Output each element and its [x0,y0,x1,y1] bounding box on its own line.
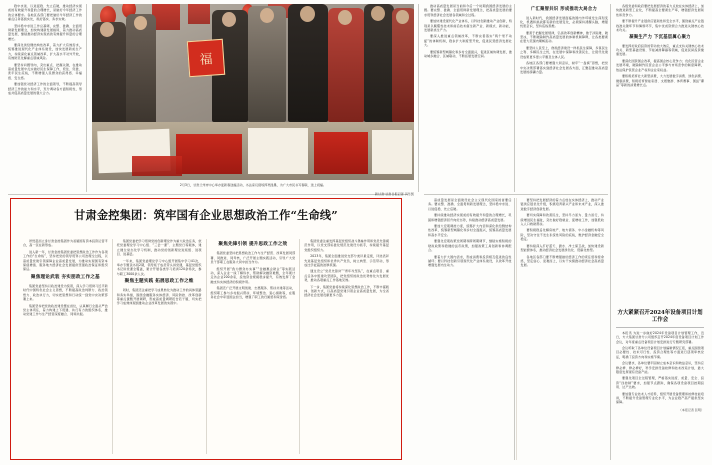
paragraph: 要坚持把发展经济的着力点放在实体经济上，推动产业链供应链优化升级，积极培育新兴产业和未来产业，深入推进数字经济创新发展。 [520,198,604,211]
paragraph: 集团党委把学习贯彻党的创新理论作为重大政治任务，依托党委理论学习中心组、“三会一课”、主题党日等载体，建立健全常态化学习机制，推动党的创新理论进班组、进项目、进基层。 [116,239,202,257]
paragraph: 要统筹新型城镇化和乡村全面振兴，促进区域协调发展，推动城乡融合、区域联动，不断拓展发展空间。 [424,49,512,58]
right-middle-column-1 [424,198,516,460]
paragraph: 集团坚持把党的政治建设摆在首位，认真履行全面从严治党主体责任，着力构建上下贯通、执行有力的组织体系，推动党建工作与生产经营深度融合、同频共振。 [23,303,108,317]
paragraph: 要积极培育壮大新型消费，大力发展数字消费、绿色消费、健康消费，积极培育智能家居、文娱旅游、体育赛事、国货“潮品”等新的消费增长点。 [616,74,704,87]
paragraph: 要加强党对经济工作的全面领导，不断提高领导经济工作的能力和水平，充分调动各方面积极性，形成共促高质量发展的强大合力。 [8,82,82,95]
paragraph: 要不断提升产业链供应链韧性和安全水平，围绕重点产业链找准关键环节和薄弱环节，集中优质资源合力推进关键核心技术攻关。 [616,19,704,32]
article-subheadline: 聚焦先锋引领 提升思政工作之效 [218,242,288,247]
paragraph: 会议听取了各单位设备项目计划编制情况汇报，重点围绕项目必要性、技术可行性、投资合理性等方面进行逐项审核论证，明确了投资方向和实施节奏。 [616,346,704,359]
paragraph: 集团党委坚持以政治建设为统领，深入学习贯彻习近平新时代中国特色社会主义思想，不断提高政治判断力、政治领悟力、政治执行力，切实把思想和行动统一到党中央决策部署上来。 [23,284,108,302]
paragraph: 各地区各部门要不断增强做好经济工作的责任感和使命感，坚定信心、迎难而上，以实干实绩推动经济社会高质量发展。 [520,254,604,268]
paragraph: 进入新时代，我国经济发展面临的国内外环境发生深刻变化，机遇和挑战都有新的发展变化，必须保持清醒头脑，增强忧患意识，坚持底线思维。 [520,15,608,29]
paragraph: 要着力扩大国内需求，形成消费和投资相互促进的良性循环；要以科技创新引领现代化产业体系建设，以改革开放增强发展内生动力。 [428,254,512,268]
featured-article-box [10,198,402,460]
paragraph: 要深化国资国企改革，提高国企核心竞争力；优化民营企业发展环境，破除制约民营企业公平参与市场竞争的制度障碍，依法保护民营企业产权和企业家权益。 [616,58,704,72]
paragraph: 进入新一年，甘肃金控集团党委把思想政治工作作为各项工作的“生命线”，坚持把党的领导贯穿公司治理全过程，以高质量党建引领保障企业高质量发展，为推动实现国有资本保值增值、服务地方经济社会发展提供坚强政治保证和组织保证。 [23,249,108,272]
article-column-3 [206,239,300,454]
article-column-4 [299,239,393,454]
paragraph: 要持续深入打好蓝天、碧水、净土保卫战，加快建设新型能源体系，推动经济社会发展绿色化、低碳化转型。 [520,243,604,252]
paragraph: 坚持稳中求进工作总基调，完整、准确、全面贯彻新发展理念，加快构建新发展格局，着力推动高质量发展，继续推动经济实现质的有效提升和量的合理增长。 [8,23,82,41]
news-photo [92,4,414,180]
paragraph: 下一步，集团党委将持续深化思想政治工作，不断丰富载体、创新方式，以高质量党建引领企业高质量发展，为全省经济社会发展贡献更多力量。 [304,284,389,298]
paragraph: 2023年，集团全面推进党支部分类评星定级，评选表彰先进基层党组织和优秀共产党员，树立典型、示范带动，形成比学赶超的浓厚氛围。 [304,254,389,267]
paragraph: 要发挥好政府投资的带动放大效应，重点支持关键核心技术攻关、新型基础设施、节能减排降碳等领域，促进民间投资健康发展。 [616,43,704,57]
bottom-right-article [616,310,704,460]
paragraph: 同时，集团还注重把学习成果转化为推动工作的具体思路和务实举措，围绕金融服务实体经济、风险防控、改革创新等重点课题开展调研，形成高质量调研报告若干篇，切实把学习成效体现到推动企业改革发展的实践中。 [116,288,202,306]
photo-credit: 新甘肃·甘肃日报记者 冯乐凯 [374,192,414,196]
paragraph: 要深入推进重点领域改革，不断完善落实“两个毫不动摇”的体制机制，稳步扩大制度型开放，促进民营经济发展壮大。 [424,34,512,48]
paragraph: 集团党委坚持把思想政治工作与生产经营、改革发展同部署、同推进、同考核，广泛开展主题实践活动，引导广大党员干部职工在服务大局中担当作为。 [210,251,296,265]
paragraph: 昂然起而立身甘肃金控集团作为省属国有资本投资运营平台，高一张在新形成。 [23,239,108,248]
paragraph: 要强化宏观政策逆周期和跨周期调节，继续实施积极的财政政策和稳健的货币政策，加强政策工具创新和协调配合。 [428,239,512,252]
right-column-3 [616,4,704,190]
subheadline: 广汇聚智共识 形成推动大局合力 [530,7,598,12]
paragraph: 要坚持问题导向，突出重点、把握关键，在推动高质量发展中扎实做好民生保障工作，兜住、兜准、兜牢民生底线，不断增强人民群众的获得感、幸福感、安全感。 [8,62,82,80]
fu-character: 福 [199,52,214,68]
article-subheadline: 聚焦主题实践 拓展思政工作之维 [124,278,194,284]
right-column-1 [424,4,512,190]
paragraph: 要积极稳妥化解房地产、地方债务、中小金融机构等风险，坚决守住不发生系统性风险的底线，维护经济金融安全稳定。 [520,228,604,242]
paragraph: 一年来，集团党委理论学习中心组开展集中学习41次，举办专题读书班2期，领导班子成员带头讲党课，基层党组织书记讲党课全覆盖，累计开展各类学习培训120余场次，参与职工3000余人次。 [116,258,202,276]
paragraph: 集团还广泛开展文明创建、志愿服务、帮扶共建等活动，组织职工参与乡村振兴帮扶、环境整治、爱心捐助等，在服务社会中彰显国企担当，增强了职工的归属感和荣誉感。 [210,286,296,299]
paragraph: 要强化项目全过程管理，严格落实进度、质量、安全、投资“四控制”要求，加强节点跟踪，确保各项设备项目按期投用、达产达效。 [616,376,704,390]
right-middle-article [424,198,608,460]
paragraph: 集团党委注重发挥基层党组织战斗堡垒作用和党员先锋模范作用，以党支部标准化规范化建设为抓手，持续提升基层党组织组织力。 [304,239,389,252]
paragraph: 各级党委和政府要把发展经济的着力点放在实体经济上，加快推进新型工业化，不断提高全要素生产率，增强经济发展韧性和竞争力。 [616,4,704,17]
article-subheadline: 聚焦理论武装 夯实朋政工作之基 [30,274,100,280]
column-rule [610,4,611,460]
column-rule [418,4,419,192]
paragraph: 高质量发展是全面建设社会主义现代化国家的首要任务。要完整、准确、全面贯彻新发展理念，坚持稳中求进、以进促稳、先立后破。 [428,198,512,211]
subheadline: 凝聚生产力 下沉基层属心聚力 [629,35,691,41]
paragraph: 本报讯 为进一步做好2024年设备项目计划管理工作，近日，方大集团甘肃分公司组织召开2024年度设备项目计划工作会议，对年度重点设备项目计划安排进行专题研究部署。 [616,330,704,344]
article-column-1 [19,239,112,454]
article-headline: 方大紧紧召开2024年设备项目计划工作会 [616,310,704,328]
paragraph: 要善于把握发展规律，弘扬改革创新精神，敢于涉险滩、破坚冰，不断破除制约高质量发展的体制机制障碍，让各类要素在更大范围内顺畅流动。 [520,30,608,44]
paragraph: 要切实保障和改善民生，坚持尽力而为、量力而行，持续增进民生福祉，突出做好稳就业、促增收工作，加强低收入人口救助帮扶。 [520,213,604,226]
paragraph: 要加快建设现代化产业体系，以科技创新推动产业创新，特别是以颠覆性技术和前沿技术催生新产业、新模式、新动能，发展新质生产力。 [424,19,512,32]
section-divider [424,194,608,195]
article-headline: 甘肃金控集团：筑牢国有企业思想政治工作“生命线” [74,208,338,222]
paragraph: 要坚持人民至上，像抓经济建设一样抓民生保障，多谋民生之利、多解民生之忧，在发展中保障和改善民生，让现代化建设成果更多更公平惠及全体人民。 [520,45,608,59]
photo-caption: 2月3日，甘肃兰州市中心举办迎新春送福活动，书法家们现场挥毫泼墨，为广大市民书写春联、送上祝福。 [179,183,327,187]
paragraph: 要深化供给侧结构性改革，着力扩大有效需求，统筹推进现代化产业体系建设，加快发展新质生产力，持续深化重点领域改革，扩大高水平对外开放，有效防范化解重点领域风险。 [8,43,82,61]
article-column-2 [112,239,206,454]
paragraph: 推动高质量发展是当前和今后一个时期我国经济发展的主题。要完整、准确、全面贯彻新发展理念，把高质量发展的要求贯穿经济社会发展各领域和全过程。 [424,4,512,17]
column-rule [86,4,87,192]
paragraph: 会议要求，各单位要牢固树立成本意识和效益意识，坚持应修必修、修必修好，科学安排设备检修和技术改造计划，最大限度发挥现有设备产能。 [616,361,704,374]
left-top-article [8,4,82,190]
paragraph: 稳中求进、以进促稳、先立后破，推动经济实现质的有效提升和量的合理增长，是做好今年经济工作的总体要求。各地区各部门要把做好今年经济工作的重点任务落到实处，抓好落实、务求实效。 [8,4,82,22]
right-middle-column-2 [516,198,609,460]
article-byline: （本报记者 张明） [678,407,704,412]
paragraph: 要持续推动经济实现质的有效提升和量的合理增长，巩固和增强经济回升向好态势，持续推动经济高质量发展。 [428,213,512,222]
right-column-2 [520,4,608,190]
paragraph: 要加大宏观调控力度，统筹扩大内需和深化供给侧结构性改革，统筹新型城镇化和乡村全面振兴，统筹高质量发展和高水平安全。 [428,224,512,237]
paragraph: 组织开展“我为群众办实事”“金融惠企助企”等实践活动，深入企业一线了解诉求，帮助解决融资难题，全年累计走访企业200余家，投放资金规模稳步提升，有效发挥了金融支持实体经济的积极作用。 [210,266,296,284]
column-rule [514,4,515,192]
paragraph: 各地区各部门要增强大局意识，树牢“一盘棋”思想，把党中央决策部署落实到经济社会发展各方面，汇聚起推动高质量发展的磅礴力量。 [520,61,608,74]
paragraph: 通过设立“党员先锋岗”“青年攻坚队”，在重点项目、重点任务中组建攻坚团队，把党组织的政治优势转化为发展优势，推动各项重点工作落地见效。 [304,269,389,283]
paragraph: 要加强专业技术人才培养，组织开展设备管理和检修技能培训，不断提升设备管理专业化水平，为企业稳产高产提供坚实保障。 [616,391,704,405]
